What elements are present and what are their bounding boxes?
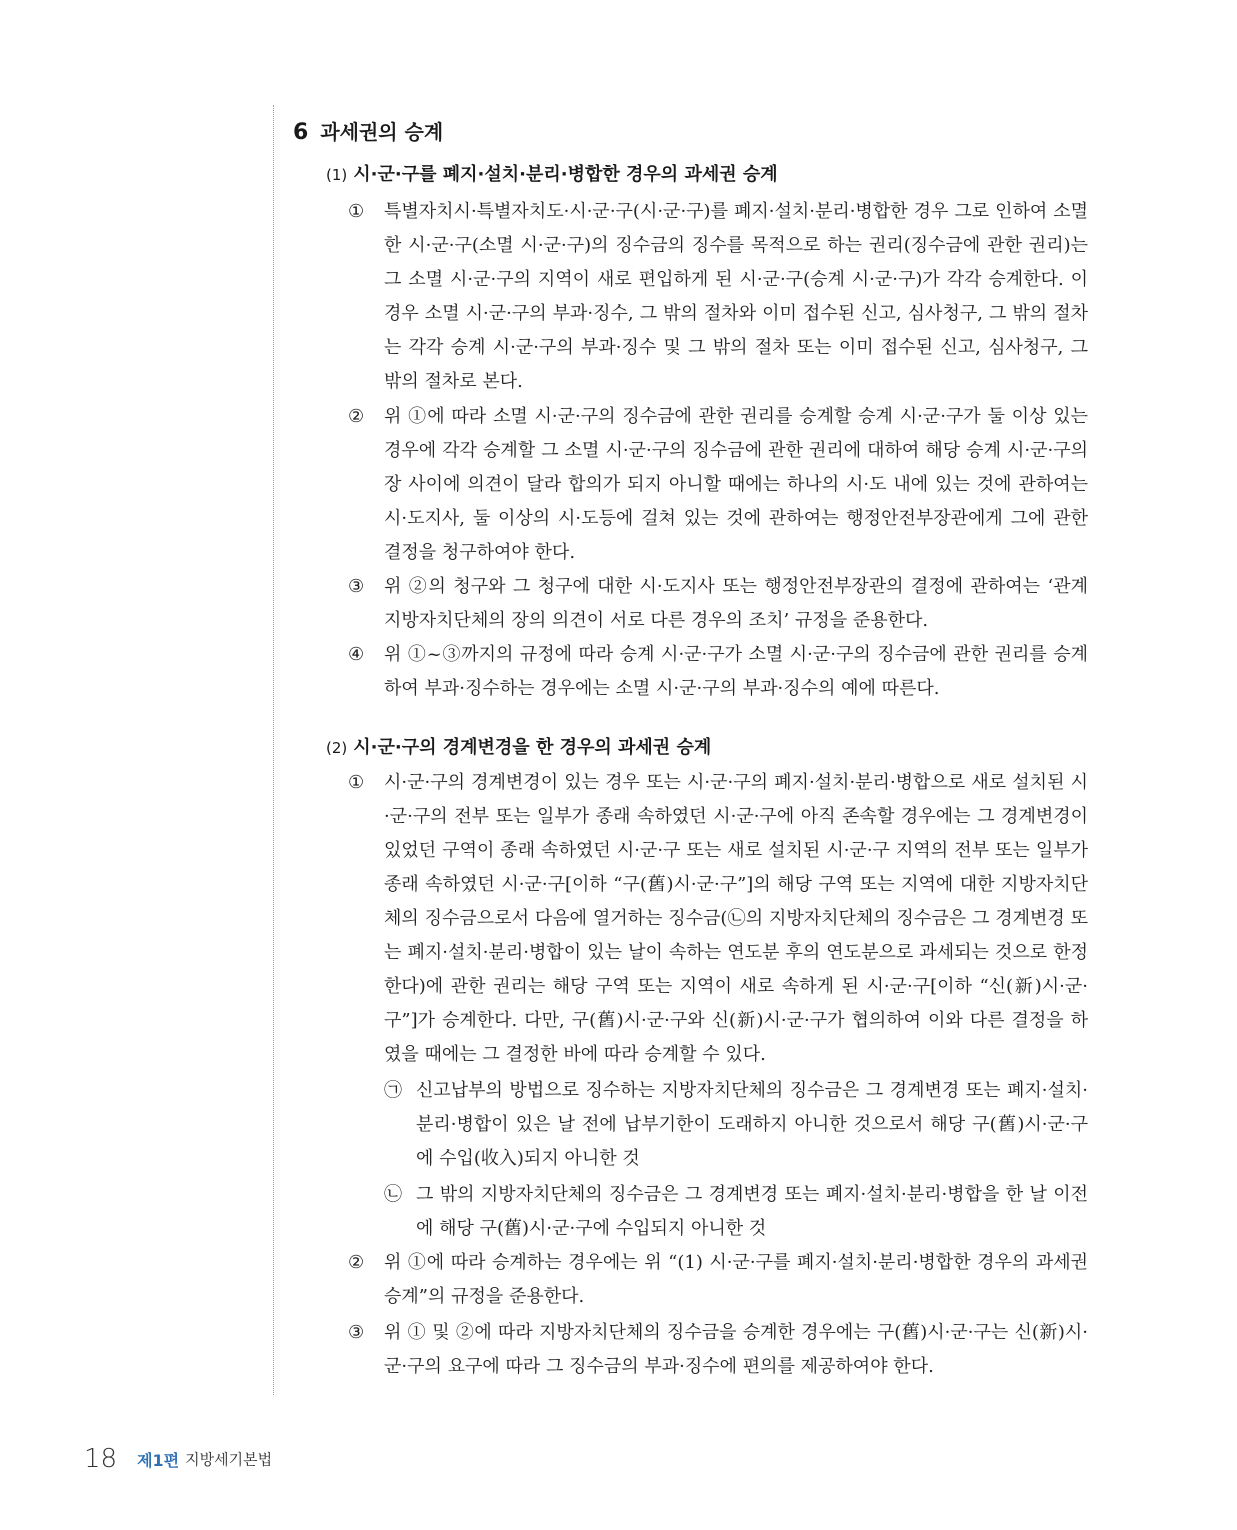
subitem-marker: ㉡ bbox=[384, 1184, 402, 1205]
item-text: 위 ①에 따라 승계하는 경우에는 위 “(1) 시·군·구를 폐지·설치·분리·병합한 경우의 과세권 승계”의 규정을 준용한다. bbox=[384, 1252, 1088, 1307]
paragraph-1-4 bbox=[348, 638, 1088, 706]
section-title: 과세권의 승계 bbox=[320, 120, 444, 144]
subitem-text: 신고납부의 방법으로 징수하는 지방자치단체의 징수금은 그 경계변경 또는 폐지·설치·분리·병합이 있은 날 전에 납부기한이 도래하지 아니한 것으로서 해당 구(舊)시·군·구에 수입(收入)되지 아니한 것 bbox=[416, 1080, 1088, 1169]
item-marker: ② bbox=[348, 1252, 365, 1273]
page-footer bbox=[84, 1444, 272, 1474]
paragraph-2-3 bbox=[348, 1316, 1088, 1384]
item-text: 위 ②의 청구와 그 청구에 대한 시·도지사 또는 행정안전부장관의 결정에 관하여는 ‘관계 지방자치단체의 장의 의견이 서로 다른 경우의 조치’ 규정을 준용한다. bbox=[384, 576, 1088, 631]
paragraph-1-2 bbox=[348, 400, 1088, 570]
subsection-1-heading bbox=[326, 160, 778, 186]
paragraph-2-1 bbox=[348, 766, 1088, 1072]
margin-dotted-line bbox=[273, 105, 274, 1395]
page-number: 18 bbox=[84, 1444, 118, 1474]
subparagraph-b bbox=[384, 1178, 1088, 1246]
subsection-2-number: (2) bbox=[326, 739, 348, 757]
paragraph-1-3 bbox=[348, 570, 1088, 638]
section-heading bbox=[293, 116, 443, 145]
paragraph-2-2 bbox=[348, 1246, 1088, 1314]
section-number: 6 bbox=[293, 120, 309, 145]
subsection-1-title: 시·군·구를 폐지·설치·분리·병합한 경우의 과세권 승계 bbox=[353, 164, 778, 185]
subitem-marker: ㉠ bbox=[384, 1080, 402, 1101]
subsection-2-title: 시·군·구의 경계변경을 한 경우의 과세권 승계 bbox=[353, 737, 712, 758]
item-text: 위 ①에 따라 소멸 시·군·구의 징수금에 관한 권리를 승계할 승계 시·군·구가 둘 이상 있는 경우에 각각 승계할 그 소멸 시·군·구의 징수금에 관한 권리에 대하여 해당 승계 시·군·구의 장 사이에 의견이 달라 합의가 되지 아니할 때에는 하나의 시·도 내에 있는 것에 관하여는 시·도지사, 둘 이상의 시·도등에 걸쳐 있는 것에 관하여는 행정안전부장관에게 그에 관한 결정을 청구하여야 한다. bbox=[384, 406, 1088, 563]
part-label: 제1편 bbox=[137, 1450, 180, 1470]
paragraph-1-1 bbox=[348, 195, 1088, 399]
item-text: 위 ①~③까지의 규정에 따라 승계 시·군·구가 소멸 시·군·구의 징수금에 관한 권리를 승계하여 부과·징수하는 경우에는 소멸 시·군·구의 부과·징수의 예에 따른다. bbox=[384, 644, 1088, 699]
item-marker: ② bbox=[348, 406, 365, 427]
item-marker: ③ bbox=[348, 576, 365, 597]
item-marker: ④ bbox=[348, 644, 365, 665]
item-text: 특별자치시·특별자치도·시·군·구(시·군·구)를 폐지·설치·분리·병합한 경우 그로 인하여 소멸한 시·군·구(소멸 시·군·구)의 징수금의 징수를 목적으로 하는 권리(징수금에 관한 권리)는 그 소멸 시·군·구의 지역이 새로 편입하게 된 시·군·구(승계 시·군·구)가 각각 승계한다. 이 경우 소멸 시·군·구의 부과·징수, 그 밖의 절차와 이미 접수된 신고, 심사청구, 그 밖의 절차는 각각 승계 시·군·구의 부과·징수 및 그 밖의 절차 또는 이미 접수된 신고, 심사청구, 그 밖의 절차로 본다. bbox=[384, 201, 1088, 392]
subsection-1-number: (1) bbox=[326, 166, 348, 184]
subitem-text: 그 밖의 지방자치단체의 징수금은 그 경계변경 또는 폐지·설치·분리·병합을 한 날 이전에 해당 구(舊)시·군·구에 수입되지 아니한 것 bbox=[416, 1184, 1088, 1239]
item-marker: ① bbox=[348, 772, 365, 793]
item-marker: ③ bbox=[348, 1322, 365, 1343]
subparagraph-a bbox=[384, 1074, 1088, 1176]
subsection-2-heading bbox=[326, 733, 711, 759]
item-text: 시·군·구의 경계변경이 있는 경우 또는 시·군·구의 폐지·설치·분리·병합으로 새로 설치된 시·군·구의 전부 또는 일부가 종래 속하였던 시·군·구에 아직 존속할 경우에는 그 경계변경이 있었던 구역이 종래 속하였던 시·군·구 또는 새로 설치된 시·군·구 지역의 전부 또는 일부가 종래 속하였던 시·군·구[이하 “구(舊)시·군·구”]의 해당 구역 또는 지역에 대한 지방자치단체의 징수금으로서 다음에 열거하는 징수금(㉡의 지방자치단체의 징수금은 그 경계변경 또는 폐지·설치·분리·병합이 있는 날이 속하는 연도분 후의 연도분으로 과세되는 것으로 한정한다)에 관한 권리는 해당 구역 또는 지역이 새로 속하게 된 시·군·구[이하 “신(新)시·군·구”]가 승계한다. 다만, 구(舊)시·군·구와 신(新)시·군·구가 협의하여 이와 다른 결정을 하였을 때에는 그 결정한 바에 따라 승계할 수 있다. bbox=[384, 772, 1088, 1065]
item-marker: ① bbox=[348, 201, 365, 222]
book-title: 지방세기본법 bbox=[185, 1450, 273, 1469]
item-text: 위 ① 및 ②에 따라 지방자치단체의 징수금을 승계한 경우에는 구(舊)시·군·구는 신(新)시·군·구의 요구에 따라 그 징수금의 부과·징수에 편의를 제공하여야 한다. bbox=[384, 1322, 1088, 1377]
